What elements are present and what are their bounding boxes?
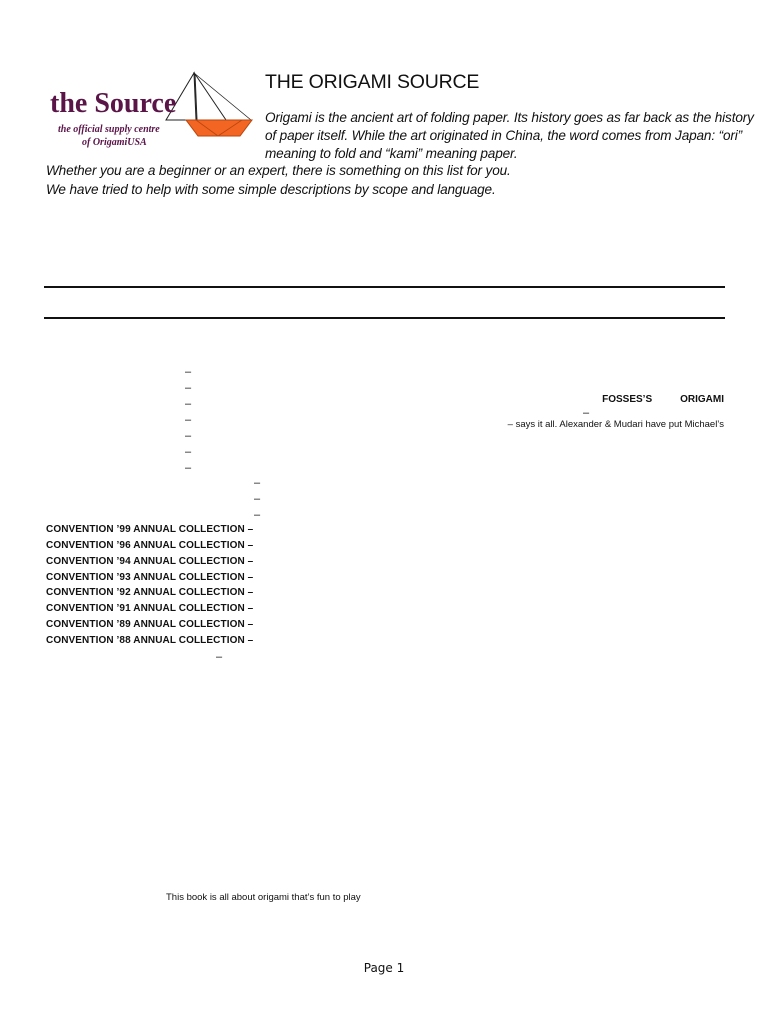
convention-item: CONVENTION ’99 ANNUAL COLLECTION – bbox=[46, 524, 254, 535]
logo-wordmark: the Source bbox=[50, 88, 177, 119]
dash-1: – bbox=[185, 366, 192, 378]
says-it-all-text: – says it all. Alexander & Mudari have put Michael’s bbox=[507, 419, 724, 430]
dash-11: – bbox=[216, 651, 223, 663]
dash-12: – bbox=[583, 407, 590, 419]
fosses-origami-title bbox=[602, 394, 724, 405]
dash-8: – bbox=[254, 477, 261, 489]
logo-tagline-line1: the official supply centre bbox=[58, 124, 160, 135]
convention-item: CONVENTION ’94 ANNUAL COLLECTION – bbox=[46, 556, 254, 567]
page-number: Page 1 bbox=[363, 961, 405, 975]
page-title: THE ORIGAMI SOURCE bbox=[265, 71, 480, 93]
intro-line-1: Origami is the ancient art of folding paper. Its history goes as far back as the history bbox=[265, 110, 754, 125]
dash-10: – bbox=[254, 509, 261, 521]
dash-6: – bbox=[185, 446, 192, 458]
intro-line-4: Whether you are a beginner or an expert, there is something on this list for you. bbox=[46, 163, 511, 178]
intro-line-3: meaning to fold and “kami” meaning paper. bbox=[265, 146, 518, 161]
fun-to-play-text: This book is all about origami that’s fun to play bbox=[166, 892, 361, 903]
dash-3: – bbox=[185, 398, 192, 410]
fosses-part2: ORIGAMI bbox=[680, 394, 724, 405]
logo-tagline-line2: of OrigamiUSA bbox=[82, 137, 147, 148]
divider-top bbox=[44, 286, 725, 288]
dash-4: – bbox=[185, 414, 192, 426]
convention-item: CONVENTION ’93 ANNUAL COLLECTION – bbox=[46, 572, 254, 583]
convention-item: CONVENTION ’89 ANNUAL COLLECTION – bbox=[46, 619, 254, 630]
divider-bottom bbox=[44, 317, 725, 319]
fosses-part1: FOSSES’S bbox=[602, 394, 653, 405]
dash-7: – bbox=[185, 462, 192, 474]
intro-line-2: of paper itself. While the art originated in China, the word comes from Japan: “ori” bbox=[265, 128, 743, 143]
intro-line-5: We have tried to help with some simple descriptions by scope and language. bbox=[46, 182, 496, 197]
convention-item: CONVENTION ’96 ANNUAL COLLECTION – bbox=[46, 540, 254, 551]
convention-item: CONVENTION ’92 ANNUAL COLLECTION – bbox=[46, 587, 254, 598]
convention-item: CONVENTION ’88 ANNUAL COLLECTION – bbox=[46, 635, 254, 646]
sailboat-icon bbox=[46, 70, 260, 156]
dash-5: – bbox=[185, 430, 192, 442]
dash-9: – bbox=[254, 493, 261, 505]
source-logo bbox=[46, 70, 260, 156]
dash-2: – bbox=[185, 382, 192, 394]
convention-item: CONVENTION ’91 ANNUAL COLLECTION – bbox=[46, 603, 254, 614]
